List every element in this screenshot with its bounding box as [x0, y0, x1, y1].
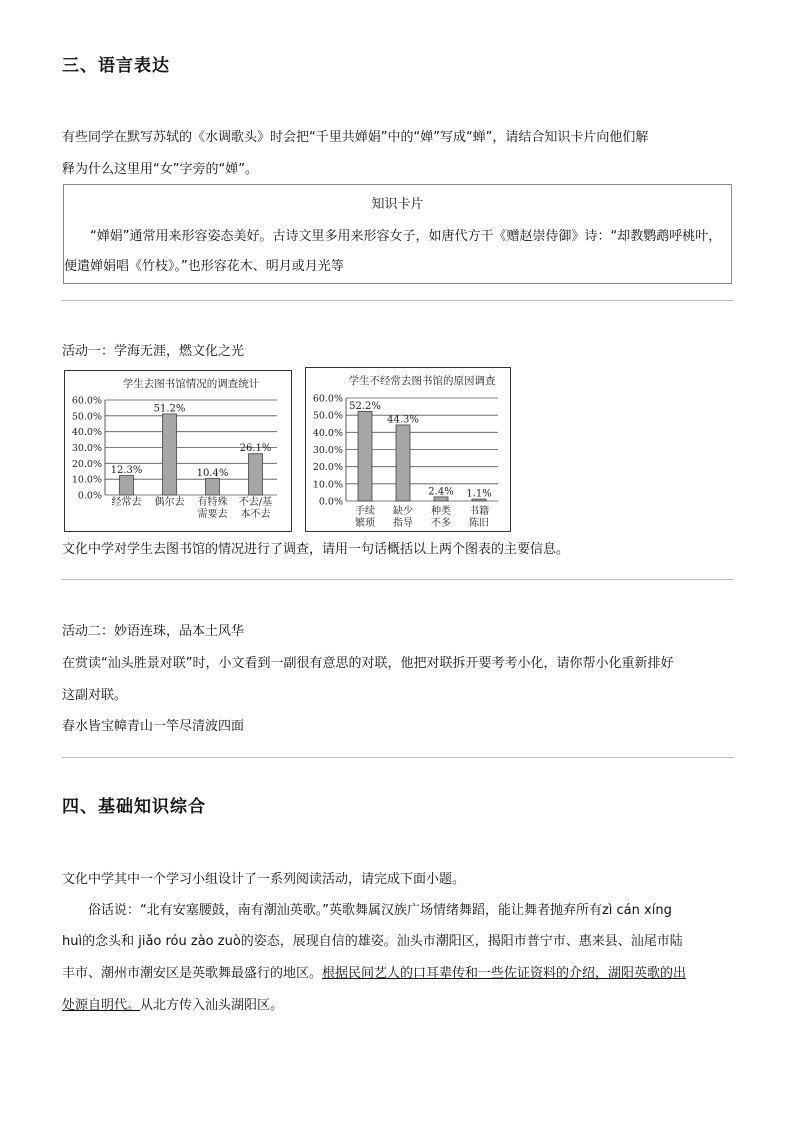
section4-para-line3 — [62, 958, 686, 989]
x-tick-label: 繁琐 — [355, 518, 375, 529]
y-tick-label: 40.0% — [71, 427, 102, 439]
bar — [358, 411, 372, 501]
activity2-title: 活动二：妙语连珠，品本土风华 — [62, 624, 245, 639]
data-label: 26.1% — [239, 443, 272, 455]
bar — [396, 425, 410, 501]
bar — [163, 414, 177, 495]
data-label: 12.3% — [110, 465, 143, 477]
x-tick-label: 需要去 — [197, 509, 228, 520]
x-tick-label: 陈旧 — [469, 518, 489, 529]
y-tick-label: 10.0% — [71, 474, 102, 486]
section4-para-line1: 俗话说：“北有安塞腰鼓，南有潮汕英歌。”英歌舞属汉族广场情绪舞蹈，能让舞者抛弃所有zì cán xíng — [88, 903, 672, 918]
x-tick-label: 不多 — [431, 518, 451, 529]
x-tick-label: 指导 — [393, 518, 413, 529]
y-tick-label: 60.0% — [71, 395, 102, 407]
underlined-sentence: 根据民间艺人的口耳辈传和一些佐证资料的介绍，湖阳英歌的出 — [322, 966, 687, 981]
data-label: 52.2% — [349, 400, 381, 412]
x-tick-label: 手续 — [355, 506, 375, 517]
data-label: 44.3% — [387, 414, 419, 426]
chart-reasons — [305, 367, 511, 532]
activity1-title: 活动一：学海无涯，燃文化之光 — [62, 344, 245, 359]
x-tick-label: 缺少 — [393, 506, 413, 517]
activity2-question-line1: 在赏读“汕头胜景对联”时，小文看到一副很有意思的对联，他把对联拆开要考考小化，请你帮小化重新排好 — [62, 656, 674, 671]
activity2-question-line2: 这副对联。 — [62, 688, 128, 703]
x-tick-label: 书籍 — [469, 506, 489, 517]
bar — [206, 479, 220, 495]
y-tick-label: 50.0% — [312, 410, 343, 422]
activity1-question: 文化中学对学生去图书馆的情况进行了调查，请用一句话概括以上两个图表的主要信息。 — [62, 542, 570, 557]
x-tick-label: 种类 — [431, 506, 451, 517]
x-tick-label: 偶尔去 — [154, 497, 185, 508]
underlined-sentence: 处源自明代。 — [62, 998, 141, 1013]
section4-para-line2: huì的念头和 jiǎo róu zào zuò的姿态，展现自信的雄姿。汕头市潮阳区，揭阳市普宁市、惠来县、汕尾市陆 — [62, 934, 683, 949]
y-tick-label: 0.0% — [77, 490, 102, 502]
bar — [120, 476, 134, 495]
chart-reasons-svg — [306, 368, 510, 531]
x-tick-label: 本不去 — [240, 509, 271, 520]
q-intro-line1: 有些同学在默写苏轼的《水调歌头》时会把“千里共婵娟”中的“婵”写成“蝉”，请结合知识卡片向他们解 — [62, 130, 649, 145]
section4-title: 四、基础知识综合 — [62, 797, 206, 817]
y-tick-label: 50.0% — [71, 411, 102, 423]
chart-library-visits-svg — [65, 371, 291, 531]
data-label: 2.4% — [428, 486, 454, 498]
x-tick-label: 有特殊 — [197, 497, 228, 508]
para-text: 丰市、潮州市潮安区是英歌舞最盛行的地区。 — [62, 966, 323, 981]
y-tick-label: 20.0% — [71, 458, 102, 470]
data-label: 51.2% — [153, 403, 186, 415]
q-intro-line2: 释为什么这里用“女”字旁的“婵”。 — [62, 162, 258, 177]
para-text: 从北方传入汕头湖阳区。 — [140, 998, 284, 1013]
section4-para-line4 — [62, 990, 283, 1021]
data-label: 1.1% — [466, 488, 492, 500]
divider — [62, 300, 734, 301]
chart-library-visits — [64, 370, 292, 532]
knowledge-card-body: “婵娟”通常用来形容姿态美好。古诗文里多用来形容女子，如唐代方干《赠赵崇侍御》诗：“却教鹦鹉呼桃叶，便遣婵娟唱《竹枝》。”也形容花木、明月或月光等 — [64, 229, 722, 274]
chart-title: 学生去图书馆情况的调查统计 — [122, 378, 260, 390]
y-tick-label: 30.0% — [312, 445, 343, 456]
section4-intro: 文化中学其中一个学习小组设计了一系列阅读活动，请完成下面小题。 — [62, 872, 466, 887]
section3-title: 三、语言表达 — [62, 56, 170, 76]
divider — [62, 579, 734, 580]
y-tick-label: 0.0% — [318, 496, 343, 508]
bar — [249, 454, 263, 495]
y-tick-label: 60.0% — [312, 393, 343, 405]
scrambled-couplet: 春水皆宝幛青山一竿尽清波四面 — [62, 719, 245, 734]
x-tick-label: 经常去 — [111, 497, 142, 508]
y-tick-label: 20.0% — [312, 462, 343, 474]
x-tick-label: 不去/基 — [238, 497, 273, 508]
y-tick-label: 10.0% — [312, 479, 343, 491]
y-tick-label: 30.0% — [71, 443, 102, 454]
divider — [62, 757, 734, 758]
bar — [434, 497, 448, 501]
knowledge-card-title: 知识卡片 — [371, 197, 424, 212]
chart-title: 学生不经常去图书馆的原因调查 — [348, 375, 496, 387]
data-label: 10.4% — [196, 468, 229, 480]
knowledge-card — [63, 184, 732, 284]
y-tick-label: 40.0% — [312, 427, 343, 439]
